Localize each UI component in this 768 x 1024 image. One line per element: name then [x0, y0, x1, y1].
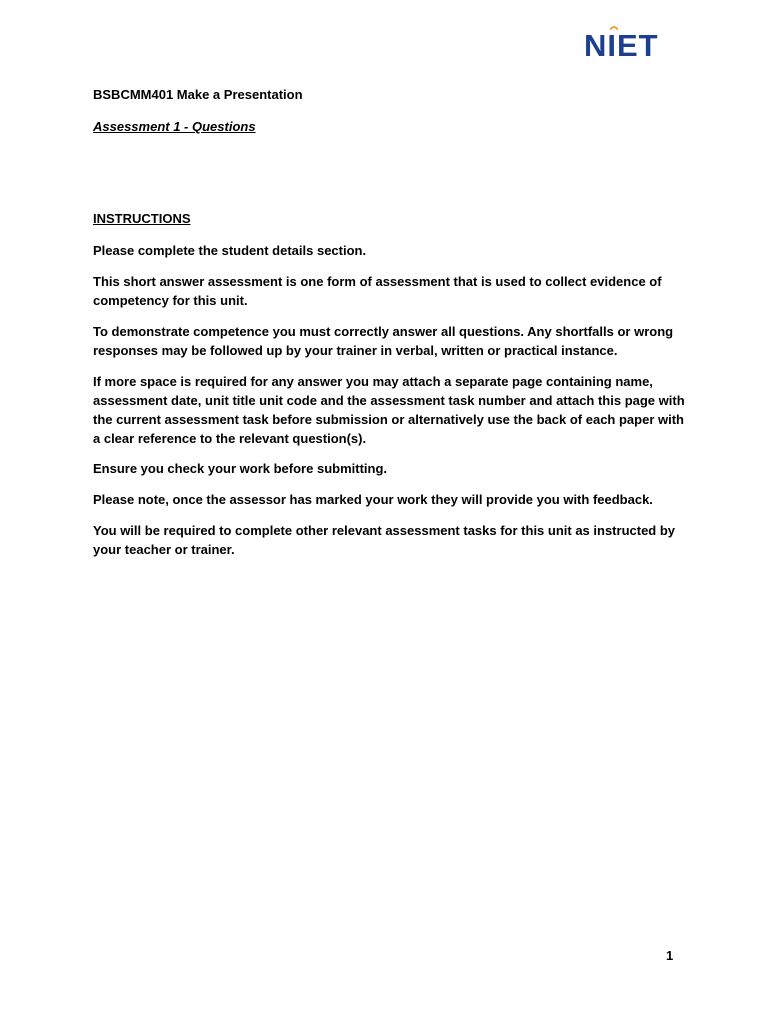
instruction-paragraph: Please complete the student details section.	[93, 243, 367, 258]
instructions-heading: INSTRUCTIONS	[93, 211, 191, 226]
instruction-paragraph: Ensure you check your work before submitting.	[93, 461, 388, 476]
instruction-paragraph: Please note, once the assessor has marked your work they will provide you with feedback.	[93, 492, 653, 507]
instruction-paragraph: You will be required to complete other relevant assessment tasks for this unit as instructed by your teacher or trainer.	[93, 523, 676, 557]
instruction-paragraph: This short answer assessment is one form of assessment that is used to collect evidence of competency for this unit.	[93, 274, 662, 308]
course-title: BSBCMM401 Make a Presentation	[93, 87, 303, 102]
assessment-title: Assessment 1 - Questions	[93, 119, 256, 134]
instruction-paragraph: If more space is required for any answer you may attach a separate page containing name, assessment date, unit title unit code and the assessment task number and attach this page with the current assessment task before submission or alternatively use the back of each paper with a clear reference to the relevant question(s).	[93, 374, 685, 446]
logo-text: NIET	[584, 28, 659, 63]
instruction-paragraph: To demonstrate competence you must correctly answer all questions. Any shortfalls or wrong responses may be followed up by your trainer in verbal, written or practical instance.	[93, 324, 674, 358]
page-number: 1	[666, 948, 674, 963]
niet-logo	[584, 24, 678, 64]
